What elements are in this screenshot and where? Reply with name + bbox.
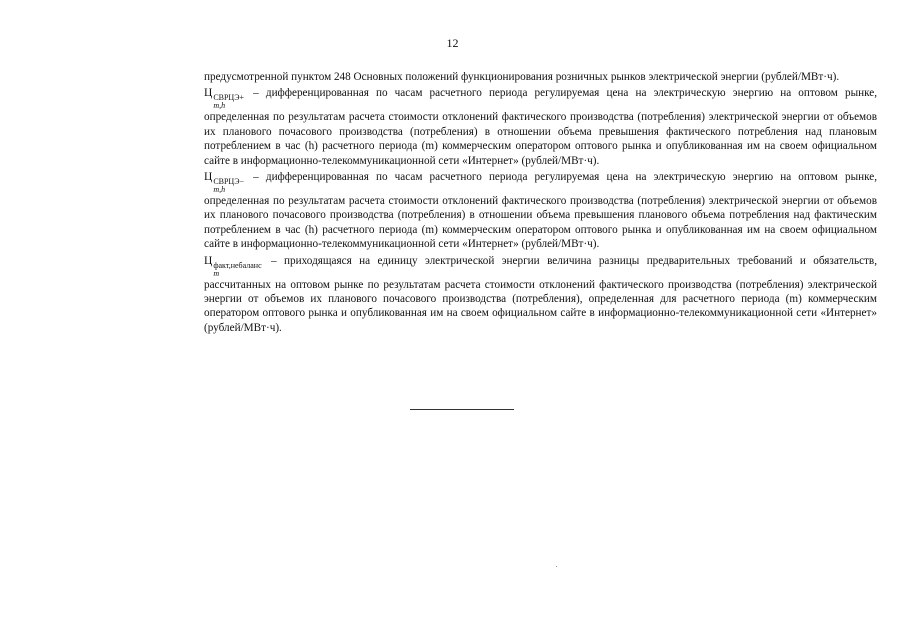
definition-text: – дифференцированная по часам расчетного периода регулируемая цена на электрическую энергию на оптовом рынке, определенная по результатам расчета стоимости отклонений фактического производства (потребления) электрической энергии от объемов их планового почасового производства (потребления) в отношении объема превышения планового объема потребления над фактическим потреблением в час (h) расчетного периода (m) коммерческим оператором оптового рынка и опубликованная им на своем официальном сайте в информационно-телекоммуникационной сети «Интернет» (рублей/МВт·ч).: [204, 171, 878, 251]
end-separator-line: [410, 409, 514, 410]
symbol-subscript: m,h: [213, 185, 226, 195]
symbol-subscript: m,h: [213, 101, 226, 111]
symbol-superscript: факт,небаланс: [213, 260, 262, 270]
definition-price-plus: [204, 86, 877, 168]
document-body: [204, 70, 877, 335]
scan-speck: [556, 566, 557, 567]
symbol-superscript: СВРЦЭ−: [213, 177, 245, 187]
definition-imbalance: [204, 254, 877, 336]
definition-price-minus: [204, 170, 877, 252]
definition-text: – дифференцированная по часам расчетного периода регулируемая цена на электрическую энергию на оптовом рынке, определенная по результатам расчета стоимости отклонений фактического производства (потребления) электрической энергии от объемов их планового почасового производства (потребления) в отношении объема превышения фактического потребления над плановым потреблением в час (h) расчетного периода (m) коммерческим оператором оптового рынка и опубликованная им на своем официальном сайте в информационно-телекоммуникационной сети «Интернет» (рублей/МВт·ч).: [204, 87, 878, 167]
definition-text: – приходящаяся на единицу электрической энергии величина разницы предварительных требований и обязательств, рассчитанных на оптовом рынке по результатам расчета стоимости отклонений фактического производства (потребления) электрической энергии от объемов их планового почасового производства (потребления), определенная для расчетного периода (m) коммерческим оператором оптового рынка и опубликованная им на своем официальном сайте в информационно-телекоммуникационной сети «Интернет» (рублей/МВт·ч).: [204, 254, 877, 334]
formula-symbol: [204, 170, 244, 194]
symbol-superscript: СВРЦЭ+: [213, 93, 245, 103]
page-number: 12: [446, 36, 459, 50]
intro-paragraph: предусмотренной пунктом 248 Основных положений функционирования розничных рынков электрической энергии (рублей/МВт·ч).: [204, 71, 840, 83]
symbol-base: Ц: [204, 254, 213, 267]
formula-symbol: [204, 86, 244, 110]
formula-symbol: [204, 254, 262, 278]
symbol-subscript: m: [213, 268, 220, 278]
symbol-base: Ц: [204, 171, 213, 184]
symbol-base: Ц: [204, 87, 213, 100]
